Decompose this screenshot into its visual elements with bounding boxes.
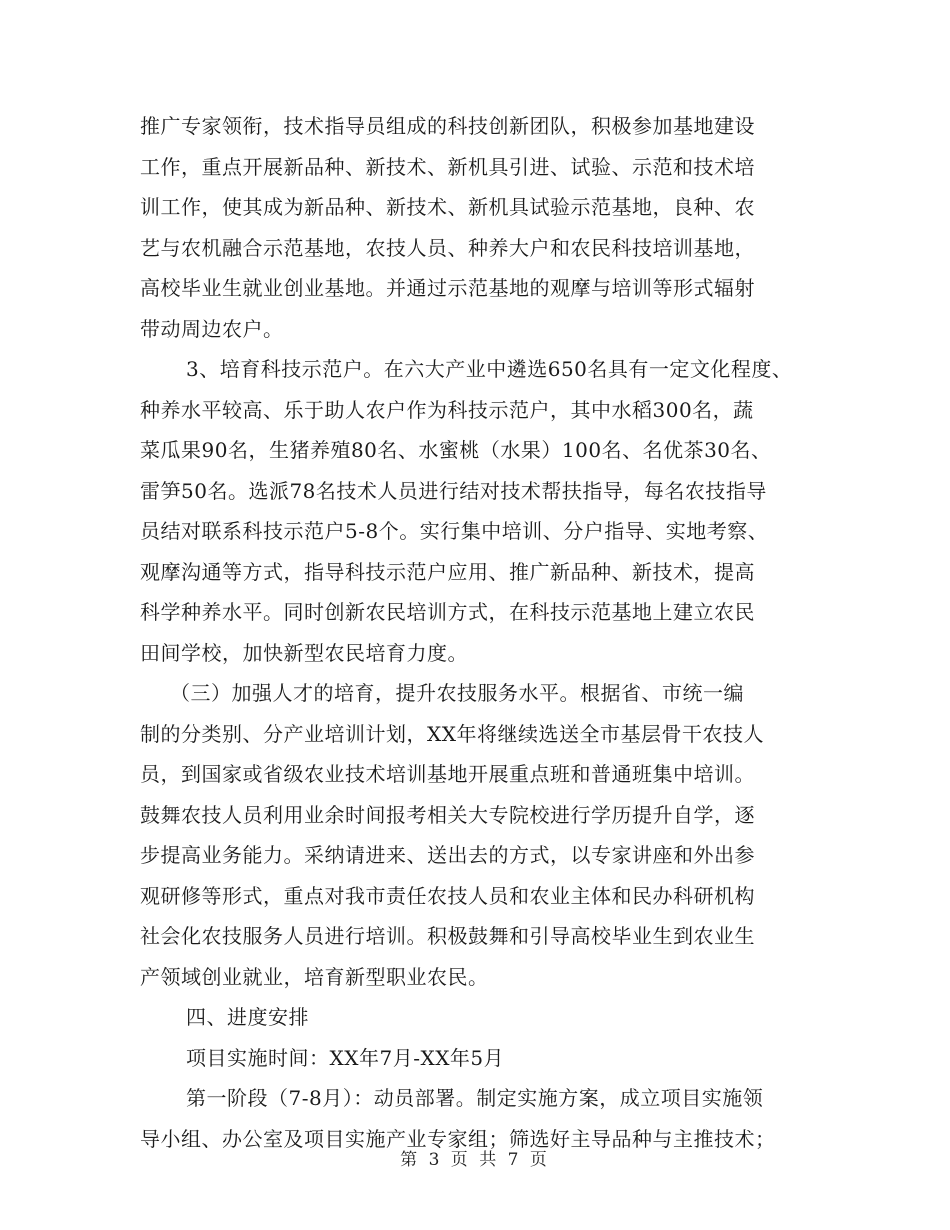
text-line: 雷笋50名。选派78名技术人员进行结对技术帮扶指导，每名农技指导 <box>140 478 767 503</box>
text-line: 产领域创业就业，培育新型职业农民。 <box>140 964 489 989</box>
text-line: 推广专家领衔，技术指导员组成的科技创新团队，积极参加基地建设 <box>140 114 755 138</box>
text-line: 观研修等形式，重点对我市责任农技人员和农业主体和民办科研机构 <box>140 883 755 908</box>
text-line: 员，到国家或省级农业技术培训基地开展重点班和普通班集中培训。 <box>140 762 755 786</box>
text-line: 制的分类别、分产业培训计划，XX年将继续选送全市基层骨干农技人 <box>140 721 764 746</box>
text-line: 观摩沟通等方式，指导科技示范户应用、推广新品种、新技术，提高 <box>140 559 755 584</box>
paragraph-start: 3、培育科技示范户。在六大产业中遴选650名具有一定文化程度、 <box>186 357 793 381</box>
text-line: 菜瓜果90名，生猪养殖80名、水蜜桃（水果）100名、名优茶30名、 <box>140 438 772 462</box>
text-line: 训工作，使其成为新品种、新技术、新机具试验示范基地，良种、农 <box>140 195 755 219</box>
text-line: 高校毕业生就业创业基地。并通过示范基地的观摩与培训等形式辐射 <box>140 276 755 300</box>
text-line: 步提高业务能力。采纳请进来、送出去的方式，以专家讲座和外出参 <box>140 843 755 867</box>
text-line: 鼓舞农技人员利用业余时间报考相关大专院校进行学历提升自学，逐 <box>140 802 755 827</box>
text-line: 艺与农机融合示范基地，农技人员、种养大户和农民科技培训基地， <box>140 235 755 260</box>
paragraph-start: （三）加强人才的培育，提升农技服务水平。根据省、市统一编 <box>170 681 744 705</box>
text-line: 带动周边农户。 <box>140 316 284 341</box>
document-body <box>140 106 820 1159</box>
text-line: 种养水平较高、乐于助人农户作为科技示范户，其中水稻300名，蔬 <box>140 397 754 422</box>
page-number-footer: 第 3 页 共 7 页 <box>400 1150 550 1170</box>
text-line: 工作，重点开展新品种、新技术、新机具引进、试验、示范和技术培 <box>140 154 755 179</box>
section-heading: 四、进度安排 <box>186 1005 309 1029</box>
paragraph-start: 第一阶段（7-8月）：动员部署。制定实施方案，成立项目实施领 <box>186 1086 764 1110</box>
paragraph-start: 项目实施时间：XX年7月-XX年5月 <box>186 1045 505 1070</box>
text-line: 导小组、办公室及项目实施产业专家组；筛选好主导品种与主推技术； <box>140 1126 776 1151</box>
text-line: 员结对联系科技示范户5-8个。实行集中培训、分户指导、实地考察、 <box>140 519 769 543</box>
text-line: 田间学校，加快新型农民培育力度。 <box>140 640 468 665</box>
text-line: 社会化农技服务人员进行培训。积极鼓舞和引导高校毕业生到农业生 <box>140 924 755 948</box>
text-line: 科学种养水平。同时创新农民培训方式，在科技示范基地上建立农民 <box>140 600 755 624</box>
